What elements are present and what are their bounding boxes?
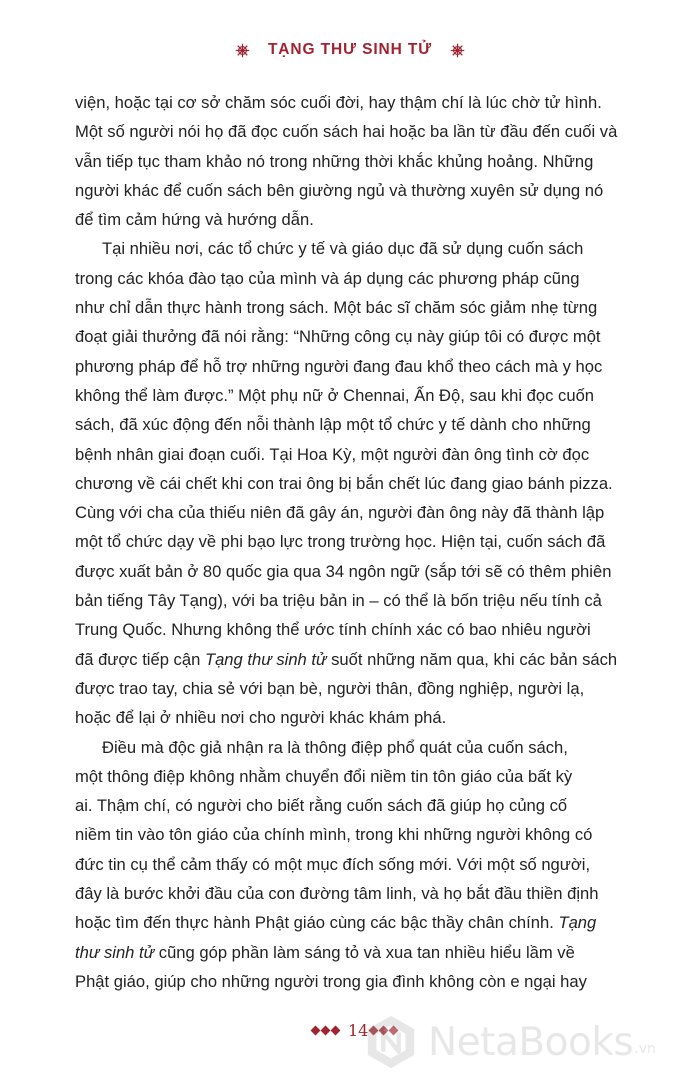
text-line: phương pháp để hỗ trợ những người đang đau khổ theo cách mà y học [75,356,603,376]
text-line: thư sinh tử cũng góp phần làm sáng tỏ và xua tan nhiều hiểu lầm về [75,942,575,962]
text-line: chương về cái chết khi con trai ông bị bắn chết lúc đang giao bánh pizza. [75,473,613,493]
text-line: đoạt giải thưởng đã nói rằng: “Những công cụ này giúp tôi có được một [75,327,601,347]
text-line: bệnh nhân giai đoạn cuối. Tại Hoa Kỳ, một người đàn ông tình cờ đọc [75,444,590,464]
text-line: ai. Thậm chí, có người cho biết rằng cuốn sách đã giúp họ củng cố [75,796,568,816]
book-title-italic: Tạng thư sinh tử [204,649,327,669]
text-line: Phật giáo, giúp cho những người trong gia đình không còn e ngại hay [75,971,587,991]
running-header [0,36,700,64]
text-line: viện, hoặc tại cơ sở chăm sóc cuối đời, hay thậm chí là lúc chờ tử hình. [75,93,602,112]
text-line: để tìm cảm hứng và hướng dẫn. [75,210,314,230]
book-title: TẠNG THƯ SINH TỬ [267,41,433,58]
text-line: một thông điệp không nhằm chuyển đổi niềm tin tôn giáo của bất kỳ [75,766,573,786]
book-title-italic: Tạng [558,913,597,933]
book-title-italic: thư sinh tử [75,942,155,962]
text-line: hoặc tìm đến thực hành Phật giáo cùng các bậc thầy chân chính. Tạng [75,913,597,933]
watermark [362,1010,656,1074]
diamond-dots-icon [312,1027,339,1034]
dharma-wheel-icon [235,43,250,58]
text-line: sách, đã xúc động đến nỗi thành lập một tổ chức y tế dành cho những [75,415,591,435]
text-line: Một số người nói họ đã đọc cuốn sách hai hoặc ba lần từ đầu đến cuối và [75,122,618,142]
text-line: đã được tiếp cận Tạng thư sinh tử suốt những năm qua, khi các bản sách [75,649,618,669]
text-line: Điều mà độc giả nhận ra là thông điệp phổ quát của cuốn sách, [102,737,568,757]
body-text [75,88,641,996]
text-line: không thể làm được.” Một phụ nữ ở Chennai, Ấn Độ, sau khi đọc cuốn [75,385,595,405]
text-line: Tại nhiều nơi, các tổ chức y tế và giáo dục đã sử dụng cuốn sách [102,239,584,259]
page-number: 14 [348,1021,369,1040]
text-line: đức tin cụ thể cảm thấy có một mục đích sống mới. Với một số người, [75,854,591,874]
text-line: Cùng với cha của thiếu niên đã gây án, người đàn ông này đã thành lập [75,503,605,523]
text-line: niềm tin vào tôn giáo của chính mình, trong khi những người không có [75,825,593,845]
text-line: bản tiếng Tây Tạng), với ba triệu bản in – có thể là bốn triệu nếu tính cả [75,591,602,611]
text-line: một tổ chức dạy về phi bạo lực trong trường học. Hiện tại, cuốn sách đã [75,532,606,552]
text-line: trong các khóa đào tạo của mình và áp dụng các phương pháp cũng [75,268,580,288]
text-line: được xuất bản ở 80 quốc gia qua 34 ngôn ngữ (sắp tới sẽ có thêm phiên [75,561,612,581]
text-line: hoặc để lại ở nhiều nơi cho người khác khám phá. [75,708,447,728]
text-line: vẫn tiếp tục tham khảo nó trong những thời khắc khủng hoảng. Những [75,151,594,171]
text-line: đây là bước khởi đầu của con đường tâm linh, và họ bắt đầu thiền định [75,884,599,904]
dharma-wheel-icon [450,43,465,58]
watermark-tld: .vn [634,1041,656,1057]
text-line: người khác để cuốn sách bên giường ngủ và thường xuyên sử dụng nó [75,180,604,200]
watermark-brand-name: NetaBooks [428,1019,634,1065]
text-line: như chỉ dẫn thực hành trong sách. Một bác sĩ chăm sóc giảm nhẹ từng [75,298,598,318]
neta-hexagon-logo-icon [362,1013,420,1071]
text-line: Trung Quốc. Nhưng không thể ước tính chính xác có bao nhiêu người [75,620,591,640]
text-line: được trao tay, chia sẻ với bạn bè, người thân, đồng nghiệp, người lạ, [75,678,585,698]
